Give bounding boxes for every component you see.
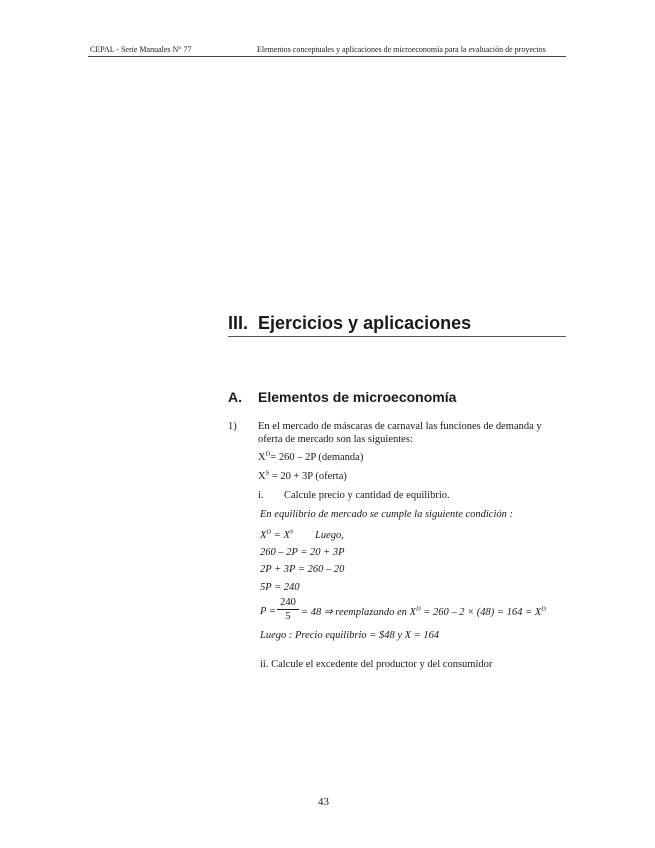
section-letter: A. xyxy=(228,389,242,405)
math-line-1: $X^D = X^S$ xyxy=(260,528,294,541)
item-number: 1) xyxy=(228,421,237,432)
page-number: 43 xyxy=(318,796,329,808)
section-title: Elementos de microeconomía xyxy=(258,389,457,405)
math-line-1-tail: Luego, xyxy=(315,530,344,541)
math-line-4: 5P = 240 xyxy=(260,582,300,593)
running-header-right: Elementos conceptuales y aplicaciones de microeconomía para la evaluación de proyectos xyxy=(257,45,546,54)
chapter-rule xyxy=(228,336,566,337)
math-line-3: 2P + 3P = 260 – 20 xyxy=(260,564,345,575)
math-line-5-rest: = 48 ⇒ reemplazando en $X^D = 260 - 2 \times (48) = 164 = X^D$ xyxy=(301,605,546,618)
chapter-number: III. xyxy=(228,313,249,333)
equilibrium-condition: En equilibrio de mercado se cumple la siguiente condición : xyxy=(260,509,514,520)
header-rule xyxy=(88,56,566,57)
fraction-denominator: 5 xyxy=(285,611,291,622)
subitem-ii-text: ii. Calcule el excedente del productor y del consumidor xyxy=(260,659,493,670)
item-text-line-2: oferta de mercado son las siguientes: xyxy=(258,434,413,445)
item-text-line-1: En el mercado de máscaras de carnaval las funciones de demanda y xyxy=(258,421,542,432)
math-line-6: Luego : Precio equilibrio = $48 y X = 164 xyxy=(260,630,440,641)
fraction xyxy=(277,597,299,622)
subitem-i-number: i. xyxy=(258,490,264,501)
demand-equation: $X^D= 260 - 2P$ (demanda) xyxy=(258,450,364,463)
math-line-5-lhs: P = xyxy=(260,606,276,617)
chapter-title: Ejercicios y aplicaciones xyxy=(258,313,472,333)
math-line-2: 260 – 2P = 20 + 3P xyxy=(260,547,345,558)
supply-equation: $X^S = 20 + 3P$ (oferta) xyxy=(258,469,347,482)
fraction-bar xyxy=(277,609,299,610)
subitem-i-text: Calcule precio y cantidad de equilibrio. xyxy=(284,490,450,501)
running-header-left: CEPAL - Serie Manuales N° 77 xyxy=(90,45,192,54)
fraction-numerator: 240 xyxy=(280,597,296,608)
